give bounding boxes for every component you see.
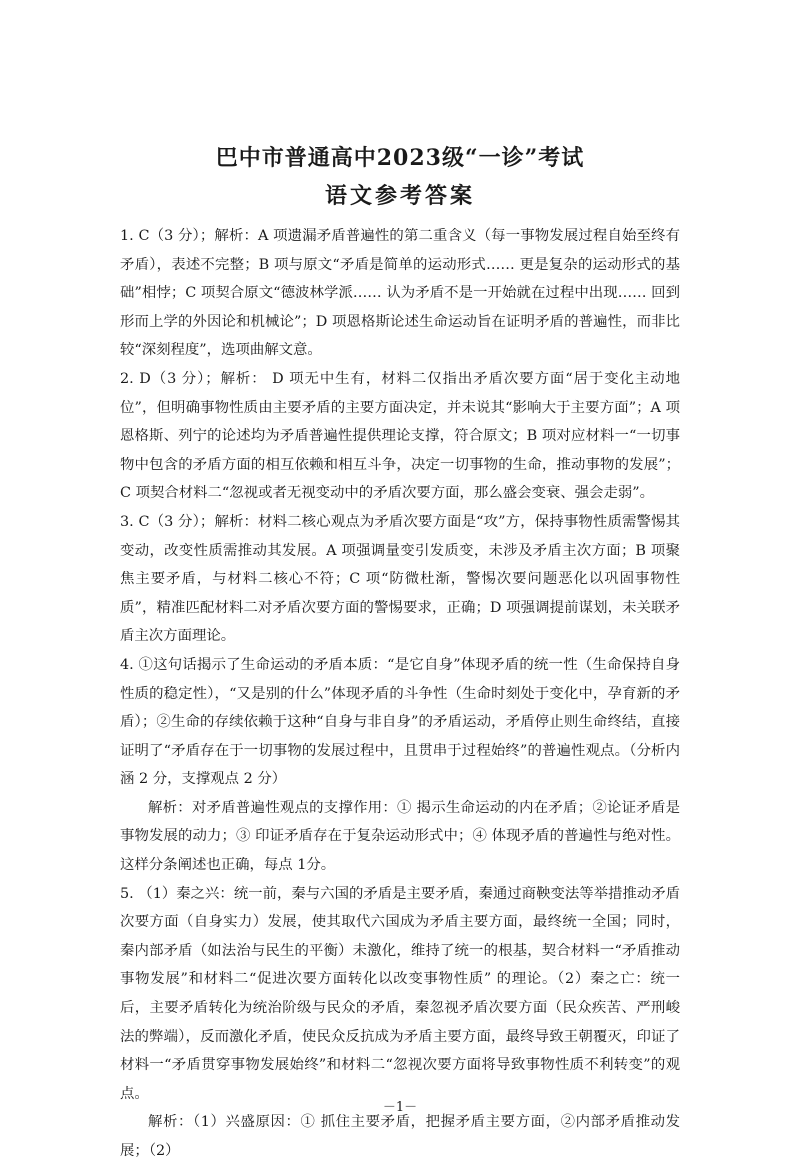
exam-title: 巴中市普通高中2023级“一诊”考试 [215, 145, 585, 171]
answer-item-4-analysis: 解析：对矛盾普遍性观点的支撑作用：① 揭示生命运动的内在矛盾；②论证矛盾是事物发展的动力；③ 印证矛盾存在于复杂运动形式中；④ 体现矛盾的普遍性与绝对性。这样分条阐述也正确，每点 1分。 [120, 799, 680, 874]
answer-item-5-analysis: 解析：（1）兴盛原因：① 抓住主要矛盾，把握矛盾主要方面，②内部矛盾推动发展；（2） [120, 1114, 680, 1159]
answer-item-5: 5. （1）秦之兴：统一前，秦与六国的矛盾是主要矛盾，秦通过商鞅变法等举措推动矛盾次要方面（自身实力）发展，使其取代六国成为矛盾主要方面，最终统一全国；同时，秦内部矛盾（如法治与民生的平衡）未激化，维持了统一的根基，契合材料一“矛盾推动事物发展”和材料二“促进次要方面转化以改变事物性质” 的理论。（2）秦之亡：统一后，主要矛盾转化为统治阶级与民众的矛盾，秦忽视矛盾次要方面（民众疾苦、严刑峻法的弊端），反而激化矛盾，使民众反抗成为矛盾主要方面，最终导致王朝覆灭，印证了材料一“矛盾贯穿事物发展始终”和材料二“忽视次要方面将导致事物性质不利转变”的观点。 [120, 885, 680, 1102]
answer-item-1: 1. C（3 分）；解析：A 项遗漏矛盾普遍性的第二重含义（每一事物发展过程自始至终有矛盾），表述不完整；B 项与原文“矛盾是简单的运动形式…… 更是复杂的运动形式的基础”相悖；C 项契合原文“德波林学派…… 认为矛盾不是一开始就在过程中出现…… 回到形而上学的外因论和机械论”；D 项恩格斯论述生命运动旨在证明矛盾的普遍性，而非比较“深刻程度”，选项曲解文意。 [120, 228, 680, 359]
answer-item-3: 3. C（3 分）；解析：材料二核心观点为矛盾次要方面是“攻”方，保持事物性质需警惕其变动，改变性质需推动其发展。A 项强调量变引发质变，未涉及矛盾主次方面；B 项聚焦主要矛盾，与材料二核心不符；C 项“防微杜渐，警惕次要问题恶化以巩固事物性质”，精准匹配材料二对矛盾次要方面的警惕要求，正确；D 项强调提前谋划，未关联矛盾主次方面理论。 [120, 513, 680, 645]
exam-subtitle: 语文参考答案 [324, 183, 475, 209]
answer-item-2: 2. D（3 分）；解析： D 项无中生有，材料二仅指出矛盾次要方面“居于变化主动地位”，但明确事物性质由主要矛盾的主要方面决定，并未说其“影响大于主要方面”；A 项恩格斯、列宁的论述均为矛盾普遍性提供理论支撑，符合原文；B 项对应材料一“一切事物中包含的矛盾方面的相互依赖和相互斗争，决定一切事物的生命，推动事物的发展”；C 项契合材料二“忽视或者无视变动中的矛盾次要方面，那么盛会变衰、强会走弱”。 [120, 370, 680, 502]
answer-item-4: 4. ①这句话揭示了生命运动的矛盾本质：“是它自身”体现矛盾的统一性（生命保持自身性质的稳定性），“又是别的什么”体现矛盾的斗争性（生命时刻处于变化中，孕育新的矛盾）；②生命的存续依赖于这种“自身与非自身”的矛盾运动，矛盾停止则生命终结，直接证明了“矛盾存在于一切事物的发展过程中，且贯串于过程始终”的普遍性观点。（分析内涵 2 分，支撑观点 2 分） [120, 656, 680, 788]
page-number: －1－ [382, 1100, 418, 1115]
